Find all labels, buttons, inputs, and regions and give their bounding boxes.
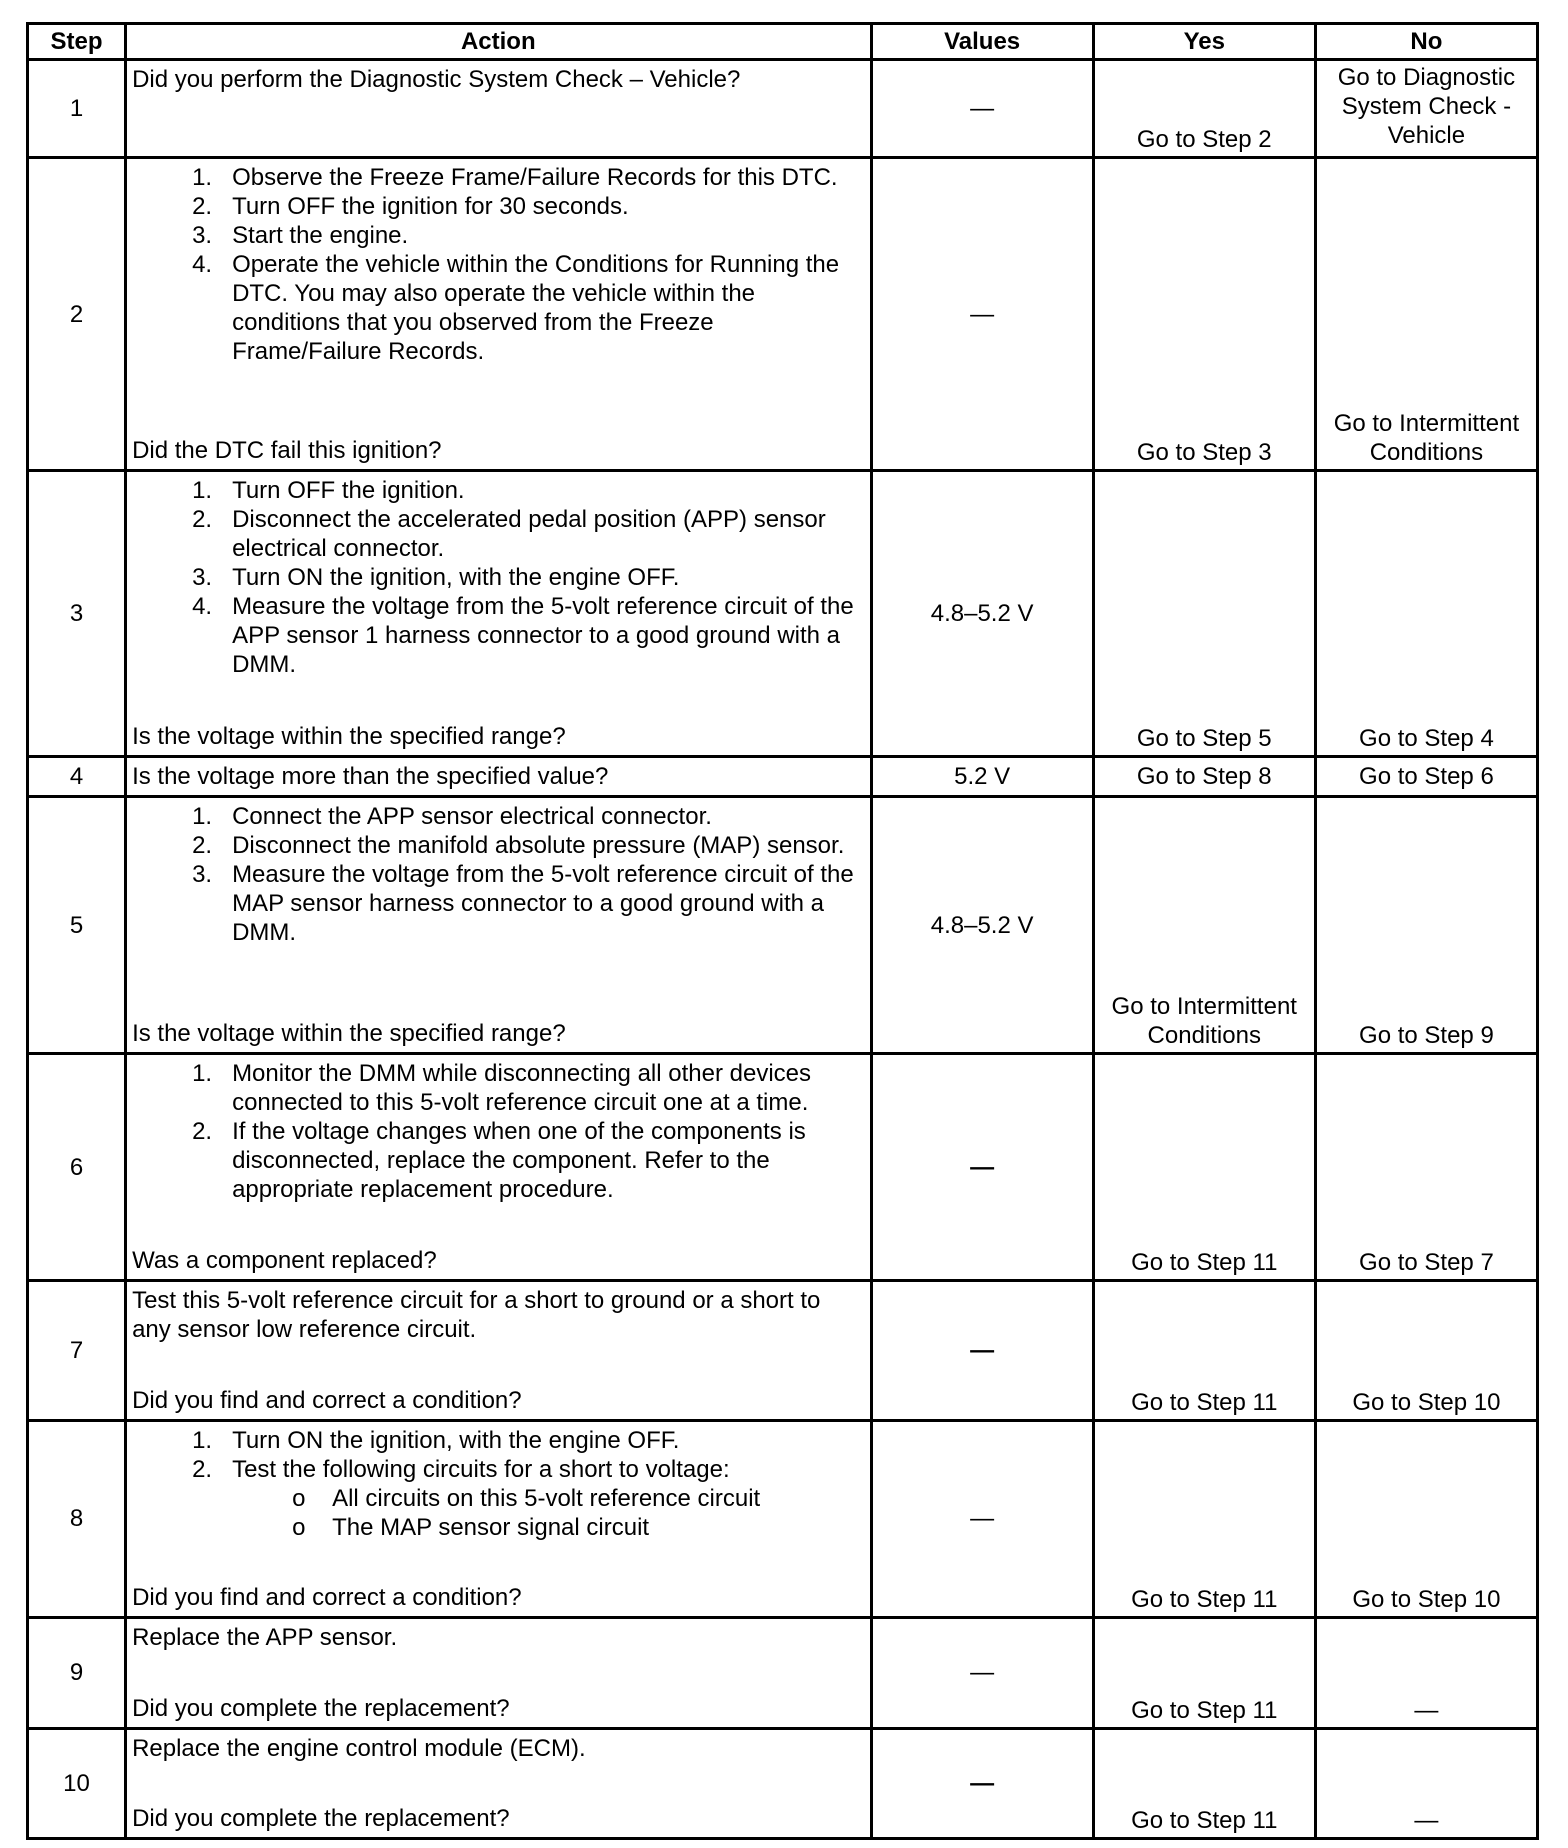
action-text: Replace the APP sensor.	[132, 1624, 398, 1652]
values-cell: 4.8–5.2 V	[871, 797, 1093, 1054]
step-number: 8	[28, 1420, 126, 1618]
action-text: Test this 5-volt reference circuit for a short to ground or a short to any sensor low reference circuit.	[132, 1287, 821, 1344]
action-steps	[132, 163, 864, 366]
values-cell: —	[871, 1054, 1093, 1281]
yes-cell: Go to Step 11	[1093, 1054, 1315, 1281]
action-step: Turn OFF the ignition.	[232, 477, 465, 505]
action-cell	[126, 757, 871, 797]
action-steps	[132, 1059, 864, 1204]
action-question: Did you find and correct a condition?	[132, 1584, 522, 1612]
action-question: Did the DTC fail this ignition?	[132, 437, 442, 465]
values-cell: —	[871, 1618, 1093, 1728]
action-step: Measure the voltage from the 5-volt reference circuit of the APP sensor 1 harness connector to a good ground with a DMM.	[232, 593, 854, 679]
action-question: Is the voltage within the specified range?	[132, 723, 566, 751]
step-number: 2	[28, 158, 126, 471]
table-row	[28, 757, 1538, 797]
values-cell: 5.2 V	[871, 757, 1093, 797]
header-row	[28, 24, 1538, 60]
step-number: 5	[28, 797, 126, 1054]
action-steps	[132, 1426, 864, 1542]
no-cell: Go to Intermittent Conditions	[1315, 158, 1537, 471]
header-no: No	[1315, 24, 1537, 60]
no-cell: Go to Diagnostic System Check - Vehicle	[1315, 60, 1537, 158]
values-cell: —	[871, 1728, 1093, 1838]
yes-cell: Go to Step 11	[1093, 1728, 1315, 1838]
action-step: Observe the Freeze Frame/Failure Records for this DTC.	[232, 164, 838, 192]
action-step: Turn ON the ignition, with the engine OFF.	[232, 1426, 680, 1454]
action-step-text: Test the following circuits for a short to voltage:	[232, 1455, 730, 1483]
table-row	[28, 471, 1538, 757]
step-number: 4	[28, 757, 126, 797]
action-steps	[132, 802, 864, 947]
yes-cell: Go to Step 11	[1093, 1618, 1315, 1728]
action-cell	[126, 797, 871, 1054]
yes-cell: Go to Intermittent Conditions	[1093, 797, 1315, 1054]
action-step: Turn OFF the ignition for 30 seconds.	[232, 193, 629, 221]
step-number: 1	[28, 60, 126, 158]
action-step: Turn ON the ignition, with the engine OFF.	[232, 564, 680, 592]
values-cell: —	[871, 158, 1093, 471]
action-text: Replace the engine control module (ECM).	[132, 1734, 586, 1762]
action-step: If the voltage changes when one of the components is disconnected, replace the component. Refer to the appropriate replacement procedure.	[232, 1118, 806, 1204]
action-cell	[126, 1054, 871, 1281]
table-row	[28, 1420, 1538, 1618]
action-step: Operate the vehicle within the Conditions for Running the DTC. You may also operate the vehicle within the conditions that you observed from the Freeze Frame/Failure Records.	[232, 251, 840, 366]
yes-cell: Go to Step 8	[1093, 757, 1315, 797]
action-step: Disconnect the manifold absolute pressure (MAP) sensor.	[232, 832, 845, 860]
action-step: Monitor the DMM while disconnecting all other devices connected to this 5-volt reference circuit one at a time.	[232, 1060, 811, 1117]
action-cell	[126, 158, 871, 471]
no-cell: —	[1315, 1618, 1537, 1728]
action-cell	[126, 471, 871, 757]
action-question: Did you complete the replacement?	[132, 1694, 510, 1722]
no-cell: Go to Step 7	[1315, 1054, 1537, 1281]
action-substep: o All circuits on this 5-volt reference circuit	[292, 1484, 864, 1513]
action-cell	[126, 1618, 871, 1728]
table-row	[28, 797, 1538, 1054]
action-question: Did you find and correct a condition?	[132, 1386, 522, 1414]
header-yes: Yes	[1093, 24, 1315, 60]
yes-cell: Go to Step 2	[1093, 60, 1315, 158]
action-step: Disconnect the accelerated pedal position (APP) sensor electrical connector.	[232, 506, 826, 563]
step-number: 3	[28, 471, 126, 757]
action-steps	[132, 476, 864, 679]
action-cell	[126, 1281, 871, 1420]
step-number: 9	[28, 1618, 126, 1728]
table-row	[28, 1728, 1538, 1838]
action-substeps	[232, 1484, 864, 1542]
action-question: Did you complete the replacement?	[132, 1805, 510, 1832]
action-cell	[126, 1420, 871, 1618]
table-row	[28, 60, 1538, 158]
values-cell: —	[871, 1420, 1093, 1618]
action-step: Start the engine.	[232, 222, 409, 250]
action-question: Was a component replaced?	[132, 1247, 437, 1275]
action-cell	[126, 1728, 871, 1838]
action-substep: o The MAP sensor signal circuit	[292, 1513, 864, 1542]
no-cell: Go to Step 4	[1315, 471, 1537, 757]
table-row	[28, 1618, 1538, 1728]
table-row	[28, 158, 1538, 471]
action-step: Connect the APP sensor electrical connector.	[232, 803, 712, 831]
header-values: Values	[871, 24, 1093, 60]
yes-cell: Go to Step 5	[1093, 471, 1315, 757]
values-cell: —	[871, 60, 1093, 158]
values-cell: 4.8–5.2 V	[871, 471, 1093, 757]
action-text: Is the voltage more than the specified value?	[132, 763, 609, 791]
header-step: Step	[28, 24, 126, 60]
no-cell: Go to Step 10	[1315, 1281, 1537, 1420]
step-number: 10	[28, 1728, 126, 1838]
yes-cell: Go to Step 11	[1093, 1420, 1315, 1618]
action-question: Is the voltage within the specified range?	[132, 1020, 566, 1048]
values-cell: —	[871, 1281, 1093, 1420]
step-number: 7	[28, 1281, 126, 1420]
no-cell: —	[1315, 1728, 1537, 1838]
action-step	[192, 1455, 864, 1542]
diagnostic-table	[26, 22, 1539, 1840]
step-number: 6	[28, 1054, 126, 1281]
yes-cell: Go to Step 11	[1093, 1281, 1315, 1420]
action-step: Measure the voltage from the 5-volt reference circuit of the MAP sensor harness connector to a good ground with a DMM.	[232, 861, 854, 947]
no-cell: Go to Step 6	[1315, 757, 1537, 797]
table-row	[28, 1054, 1538, 1281]
action-text: Did you perform the Diagnostic System Check – Vehicle?	[132, 66, 741, 93]
no-cell: Go to Step 9	[1315, 797, 1537, 1054]
yes-cell: Go to Step 3	[1093, 158, 1315, 471]
table-row	[28, 1281, 1538, 1420]
header-action: Action	[126, 24, 871, 60]
action-cell	[126, 60, 871, 158]
no-cell: Go to Step 10	[1315, 1420, 1537, 1618]
